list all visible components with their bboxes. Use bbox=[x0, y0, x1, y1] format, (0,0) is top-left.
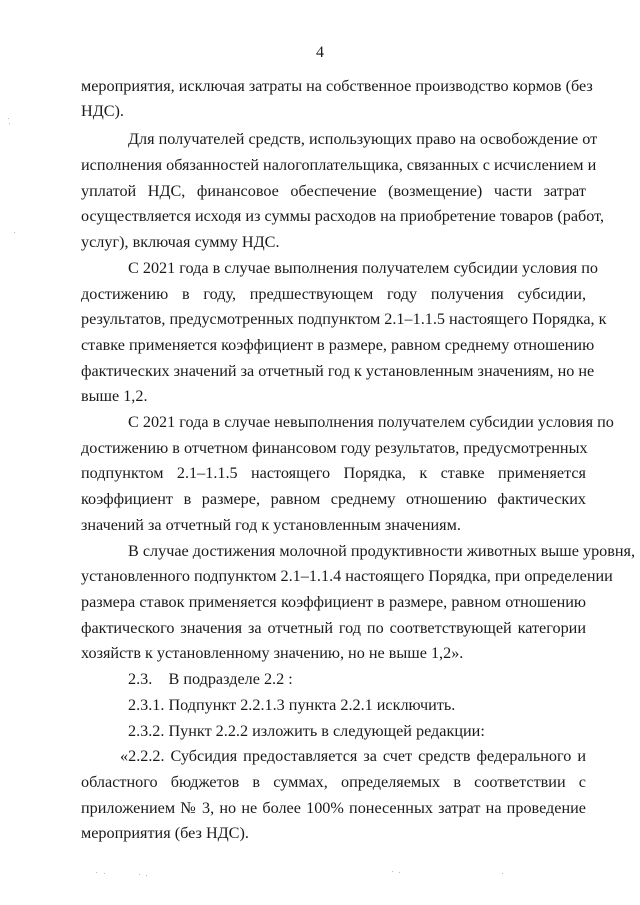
text-line: размера ставок применяется коэффициент в размере, равном отношению bbox=[81, 593, 586, 611]
text-line: С 2021 года в случае невыполнения получателем субсидии условия по bbox=[128, 413, 614, 431]
text-line: Для получателей средств, использующих право на освобождение от bbox=[128, 130, 598, 148]
text-line: достижению в году, предшествующем году получения субсидии, bbox=[81, 285, 586, 303]
text-line: ставке применяется коэффициент в размере, равном среднему отношению bbox=[81, 336, 595, 354]
text-line: результатов, предусмотренных подпунктом 2.1–1.1.5 настоящего Порядка, к bbox=[81, 310, 607, 328]
text-line: хозяйств к установленному значению, но не выше 1,2». bbox=[81, 644, 464, 662]
text-line: коэффициент в размере, равном среднему отношению фактических bbox=[81, 490, 586, 508]
text-line: приложением № 3, но не более 100% понесенных затрат на проведение bbox=[81, 799, 586, 817]
text-line: уплатой НДС, финансовое обеспечение (возмещение) части затрат bbox=[81, 182, 586, 200]
section-heading: 2.3. В подразделе 2.2 : bbox=[128, 670, 293, 688]
text-line: фактических значений за отчетный год к установленным значениям, но не bbox=[81, 362, 595, 380]
text-line: мероприятия, исключая затраты на собственное производство кормов (без bbox=[81, 77, 593, 95]
text-line: фактического значения за отчетный год по соответствующей категории bbox=[81, 619, 586, 637]
page-number: 4 bbox=[316, 44, 324, 61]
text-line: выше 1,2. bbox=[81, 387, 148, 405]
list-item: 2.3.2. Пункт 2.2.2 изложить в следующей редакции: bbox=[128, 722, 485, 740]
text-line: В случае достижения молочной продуктивности животных выше уровня, bbox=[128, 542, 636, 560]
text-line: «2.2.2. Субсидия предоставляется за счет средств федерального и bbox=[120, 747, 586, 765]
text-line: С 2021 года в случае выполнения получателем субсидии условия по bbox=[128, 259, 598, 277]
text-line: НДС). bbox=[81, 102, 124, 120]
text-line: исполнения обязанностей налогоплательщика, связанных с исчислением и bbox=[81, 156, 597, 174]
text-line: областного бюджетов в суммах, определяемых в соответствии с bbox=[81, 773, 586, 791]
text-line: мероприятия (без НДС). bbox=[81, 824, 249, 842]
text-line: осуществляется исходя из суммы расходов на приобретение товаров (работ, bbox=[81, 207, 605, 225]
text-line: подпунктом 2.1–1.1.5 настоящего Порядка, к ставке применяется bbox=[81, 464, 586, 482]
list-item: 2.3.1. Подпункт 2.2.1.3 пункта 2.2.1 исключить. bbox=[128, 696, 456, 714]
text-line: значений за отчетный год к установленным значениям. bbox=[81, 516, 461, 534]
text-line: достижению в отчетном финансовом году результатов, предусмотренных bbox=[81, 439, 588, 457]
text-line: установленного подпунктом 2.1–1.1.4 настоящего Порядка, при определении bbox=[81, 567, 613, 585]
text-line: услуг), включая сумму НДС. bbox=[81, 233, 280, 251]
